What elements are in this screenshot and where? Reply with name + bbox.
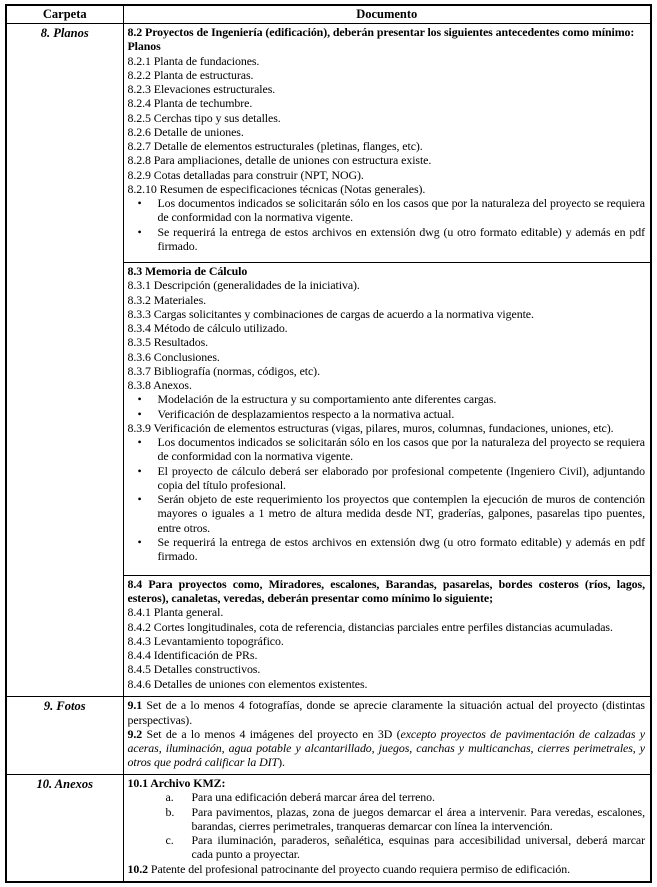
item-text: ). xyxy=(278,755,285,770)
section-8-2-title: 8.2 Proyectos de Ingeniería (edificación), deberán presentar los siguientes antecedentes como mínimo: xyxy=(127,25,635,39)
doc-line: 8.2.1 Planta de fundaciones. xyxy=(127,53,260,68)
item-number: 10.2 xyxy=(127,861,148,876)
doc-cell-8-3 xyxy=(123,263,651,576)
doc-line: 8.4.2 Cortes longitudinales, cota de referencia, distancias parciales entre perfiles distancias acumuladas. xyxy=(127,619,613,634)
doc-line: 8.3.9 Verificación de elementos estructuras (vigas, pilares, muros, columnas, fundaciones, uniones, etc). xyxy=(127,420,614,435)
doc-line: 8.3.3 Cargas solicitantes y combinaciones de cargas de acuerdo a la normativa vigente. xyxy=(127,306,534,321)
section-8-4-title: 8.4 Para proyectos como, Miradores, escalones, Barandas, pasarelas, bordes costeros (ríos, lagos, esteros), canaletas, veredas, deberán presentar como mínimo lo siguiente; xyxy=(127,576,645,606)
carpeta-label-fotos: 9. Fotos xyxy=(43,699,86,714)
doc-line-9-1 xyxy=(128,698,646,727)
bullet-item: • Modelación de la estructura y su comportamiento ante diferentes cargas. xyxy=(128,392,646,406)
section-8-3-title: 8.3 Memoria de Cálculo xyxy=(127,264,248,279)
carpeta-label-planos: 8. Planos xyxy=(40,26,89,40)
item-number: 9.1 xyxy=(127,698,143,713)
doc-line: 8.2.9 Cotas detalladas para construir (NPT, NOG). xyxy=(127,167,364,182)
doc-line: 8.4.4 Identificación de PRs. xyxy=(127,648,258,663)
header-row xyxy=(6,5,651,24)
bullet-item: • Serán objeto de este requerimiento los proyectos que contemplen la ejecución de muros de contención mayores o iguales a 1 metro de altura medida desde NT, graderías, galpones, pasarelas tipo puentes, entre otros. xyxy=(128,492,646,535)
italic-note: excepto proyectos de pavimentación de calzadas y aceras, iluminación, agua potable y alcantarillado, juegos, canchas y multicanchas, cierres perimetrales, y otros que podrá calificar la DIT xyxy=(127,726,645,770)
letter-marker: b. xyxy=(165,804,175,819)
doc-line-9-2 xyxy=(128,727,646,770)
item-text: Patente del profesional patrocinante del proyecto cuando requiera permiso de edificación. xyxy=(150,861,571,876)
doc-line: 8.2.2 Planta de estructuras. xyxy=(127,67,254,82)
doc-cell-8-4 xyxy=(123,575,651,697)
doc-line: 8.3.5 Resultados. xyxy=(127,335,209,350)
bullet-item: • El proyecto de cálculo deberá ser elaborado por profesional competente (Ingeniero Civil), adjuntando copia del título profesional. xyxy=(128,464,646,493)
doc-cell-9 xyxy=(123,697,651,775)
doc-line: 8.2.10 Resumen de especificaciones técnicas (Notas generales). xyxy=(127,181,426,196)
lettered-item xyxy=(128,805,646,834)
doc-line: 8.4.1 Planta general. xyxy=(127,605,224,620)
doc-line: 8.3.1 Descripción (generalidades de la iniciativa). xyxy=(127,278,360,293)
row-anexos xyxy=(6,775,651,883)
doc-line: 8.3.7 Bibliografía (normas, códigos, etc). xyxy=(127,363,320,378)
item-text: Set de a lo menos 4 fotografías, donde se aprecie claramente la situación actual del proyecto (distintas perspectivas). xyxy=(127,698,645,727)
carpeta-cell-fotos xyxy=(6,697,123,775)
doc-line: 8.3.2 Materiales. xyxy=(127,292,207,307)
item-text: Para una edificación deberá marcar área del terreno. xyxy=(191,790,435,805)
header-documento: Documento xyxy=(123,5,651,24)
bullet-item: • Los documentos indicados se solicitarán sólo en los casos que por la naturaleza del proyecto se requiera de conformidad con la normativa vigente. xyxy=(128,435,646,464)
carpeta-label-anexos: 10. Anexos xyxy=(36,777,93,791)
section-10-1-title: 10.1 Archivo KMZ: xyxy=(127,776,226,790)
bullet-item: • Se requerirá la entrega de estos archivos en extensión dwg (u otro formato editable) y además en pdf firmado. xyxy=(128,535,646,564)
letter-marker: a. xyxy=(165,790,174,805)
doc-line: 8.3.8 Anexos. xyxy=(127,378,192,393)
header-carpeta: Carpeta xyxy=(6,5,123,24)
row-planos-8-2 xyxy=(6,24,651,263)
doc-line-10-2 xyxy=(128,862,646,876)
item-number: 9.2 xyxy=(127,726,143,741)
doc-line: 8.3.6 Conclusiones. xyxy=(127,349,220,364)
doc-line: 8.4.5 Detalles constructivos. xyxy=(127,662,261,677)
lettered-item xyxy=(128,790,646,804)
item-text: Para iluminación, paraderos, señalética, esquinas para accesibilidad universal, deberá marcar cada punto a proyectar. xyxy=(191,833,645,862)
doc-line: 8.2.4 Planta de techumbre. xyxy=(127,96,253,111)
lettered-item xyxy=(128,833,646,862)
item-text: Para pavimentos, plazas, zona de juegos demarcar el área a intervenir. Para veredas, escalones, barandas, cierres perimetrales, tranqueras demarcar con línea la intervención. xyxy=(191,804,645,833)
doc-line: 8.2.5 Cerchas tipo y sus detalles. xyxy=(127,110,281,125)
carpeta-cell-planos xyxy=(6,24,123,697)
bullet-item: • Verificación de desplazamientos respecto a la normativa actual. xyxy=(128,407,646,421)
doc-line: 8.2.7 Detalle de elementos estructurales (pletinas, flanges, etc). xyxy=(127,139,423,153)
doc-line: 8.2.6 Detalle de uniones. xyxy=(127,124,244,139)
section-8-2-subtitle: Planos xyxy=(127,39,161,54)
carpeta-cell-anexos xyxy=(6,775,123,883)
bullet-item: • Los documentos indicados se solicitarán sólo en los casos que por la naturaleza del proyecto se requiera de conformidad con la normativa vigente. xyxy=(128,196,646,225)
item-text: Set de a lo menos 4 imágenes del proyecto en 3D ( xyxy=(146,726,401,741)
bullet-item: • Se requerirá la entrega de estos archivos en extensión dwg (u otro formato editable) y además en pdf firmado. xyxy=(128,225,646,254)
requirements-table xyxy=(5,4,652,883)
doc-cell-10 xyxy=(123,775,651,883)
doc-cell-8-2 xyxy=(123,24,651,263)
doc-line: 8.2.3 Elevaciones estructurales. xyxy=(127,82,276,96)
doc-line: 8.2.8 Para ampliaciones, detalle de uniones con estructura existe. xyxy=(127,153,432,168)
letter-marker: c. xyxy=(165,833,174,847)
doc-line: 8.3.4 Método de cálculo utilizado. xyxy=(127,321,288,336)
doc-line: 8.4.3 Levantamiento topográfico. xyxy=(127,633,284,648)
doc-line: 8.4.6 Detalles de uniones con elementos existentes. xyxy=(127,676,368,691)
row-fotos xyxy=(6,697,651,775)
